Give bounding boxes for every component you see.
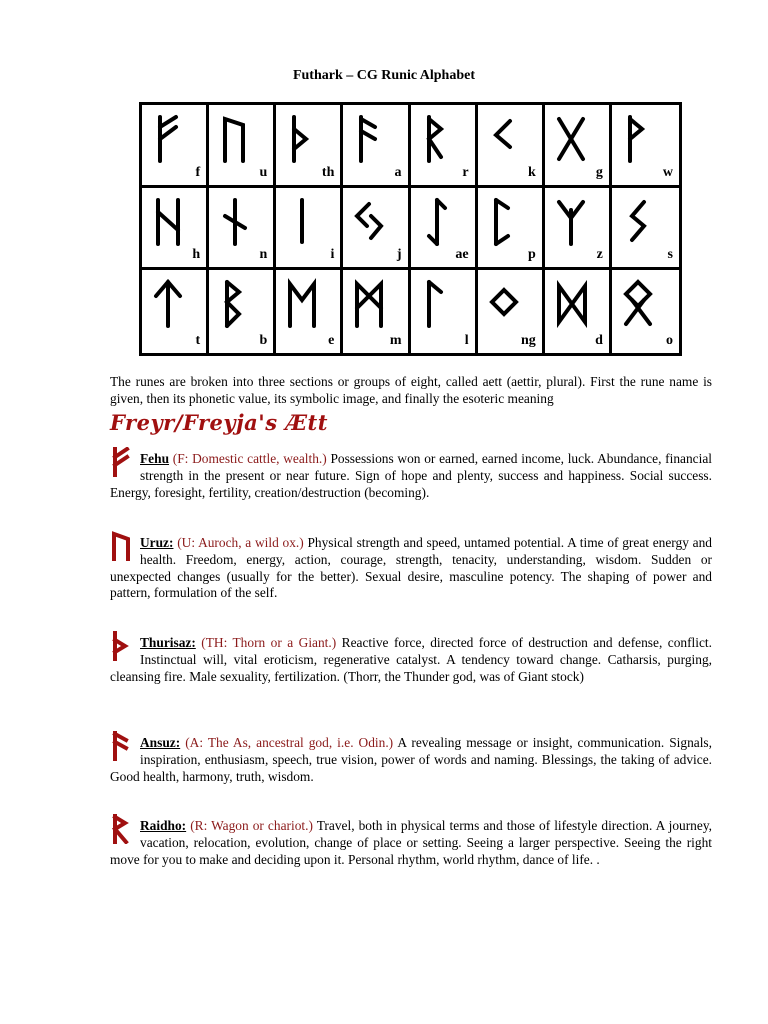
- rune-cell: [343, 105, 410, 188]
- rune-description: Physical strength and speed, untamed potential. A time of great energy and health. Freedom, energy, action, courage, strength, tenacity, understanding, wisdom. Sudden or unexpected changes (usually for the better). Sexual desire, masculine potency. The shaping of power and pattern, formulation of the self.: [110, 535, 712, 601]
- rune-entry: [110, 735, 712, 785]
- rune-letter: t: [195, 332, 201, 348]
- eihwaz-rune-icon: [421, 196, 455, 248]
- rune-letter: o: [666, 332, 673, 348]
- rune-table: [139, 102, 682, 356]
- ansuz-rune-icon: [353, 113, 387, 165]
- rune-letter: f: [195, 164, 201, 180]
- ingwaz-rune-icon: [488, 278, 522, 330]
- isa-rune-icon: [286, 196, 320, 248]
- rune-cell: [209, 270, 276, 353]
- naudhiz-rune-icon: [219, 196, 253, 248]
- rune-cell: [142, 188, 209, 271]
- rune-cell: [276, 188, 343, 271]
- kenaz-rune-icon: [488, 113, 522, 165]
- rune-meaning: (A: The As, ancestral god, i.e. Odin.): [185, 735, 394, 750]
- rune-letter: l: [464, 332, 469, 348]
- page-title: Futhark – CG Runic Alphabet: [292, 68, 476, 83]
- aett-heading: Freyr/Freyja's Ætt: [110, 410, 328, 435]
- raidho-rune-icon: [110, 814, 132, 844]
- berkano-rune-icon: [219, 278, 253, 330]
- raidho-rune-icon: [421, 113, 455, 165]
- rune-meaning: (R: Wagon or chariot.): [190, 818, 313, 833]
- rune-letter: b: [259, 332, 268, 348]
- rune-letter: n: [259, 247, 268, 263]
- rune-description: A revealing message or insight, communication. Signals, inspiration, enthusiasm, speech, true vision, power of words and naming. Blessings, the taking of advice. Good health, harmony, truth, wisdom.: [110, 735, 712, 784]
- rune-cell: [411, 188, 478, 271]
- mannaz-rune-icon: [353, 278, 387, 330]
- rune-description: Travel, both in physical terms and those of lifestyle direction. A journey, vacation, relocation, evolution, change of place or setting. Seeing a larger perspective. Seeing the right move for you to make and deciding upon it. Personal rhythm, world rhythm, dance of life. .: [110, 818, 712, 867]
- rune-meaning: (F: Domestic cattle, wealth.): [172, 451, 327, 466]
- rune-name: Ansuz:: [140, 735, 181, 750]
- rune-cell: [343, 188, 410, 271]
- perthro-rune-icon: [488, 196, 522, 248]
- thurisaz-rune-icon: [286, 113, 320, 165]
- rune-name: Uruz:: [140, 535, 174, 550]
- rune-letter: k: [527, 164, 536, 180]
- rune-cell: [478, 105, 545, 188]
- rune-cell: [209, 188, 276, 271]
- rune-letter: d: [595, 332, 603, 348]
- rune-cell: [276, 270, 343, 353]
- rune-letter: u: [259, 164, 268, 180]
- sowilo-rune-icon: [622, 196, 656, 248]
- rune-meaning: (TH: Thorn or a Giant.): [201, 635, 337, 650]
- rune-cell: [612, 188, 679, 271]
- rune-cell: [142, 105, 209, 188]
- gebo-rune-icon: [555, 113, 589, 165]
- rune-letter: a: [394, 164, 402, 180]
- rune-entry: [110, 451, 712, 501]
- rune-cell: [142, 270, 209, 353]
- rune-letter: e: [328, 332, 335, 348]
- rune-cell: [411, 105, 478, 188]
- rune-cell: [612, 270, 679, 353]
- rune-cell: [411, 270, 478, 353]
- dagaz-rune-icon: [555, 278, 589, 330]
- rune-cell: [612, 105, 679, 188]
- rune-letter: p: [527, 247, 536, 263]
- rune-meaning: (U: Auroch, a wild ox.): [177, 535, 304, 550]
- rune-letter: r: [462, 164, 469, 180]
- rune-letter: ng: [520, 332, 536, 348]
- algiz-rune-icon: [555, 196, 589, 248]
- intro-paragraph: The runes are broken into three sections or groups of eight, called aett (aettir, plural). First the rune name is given, then its phonetic value, its symbolic image, and finally the esoteric meaning: [110, 374, 712, 406]
- fehu-rune-icon: [110, 447, 132, 477]
- tiwaz-rune-icon: [152, 278, 186, 330]
- rune-description: Reactive force, directed force of destruction and defense, conflict. Instinctual will, vital eroticism, regenerative catalyst. A tendency toward change. Catharsis, purging, cleansing fire. Male sexuality, fertilization. (Thorr, the Thunder god, was of Giant stock): [110, 635, 712, 684]
- rune-letter: s: [667, 247, 673, 263]
- rune-letter: h: [192, 247, 201, 263]
- rune-cell: [478, 270, 545, 353]
- rune-cell: [545, 270, 612, 353]
- jera-rune-icon: [353, 196, 387, 248]
- rune-cell: [478, 188, 545, 271]
- othala-rune-icon: [622, 278, 656, 330]
- rune-name: Fehu: [140, 451, 170, 466]
- rune-cell: [343, 270, 410, 353]
- rune-name: Raidho:: [140, 818, 187, 833]
- rune-letter: m: [389, 332, 402, 348]
- uruz-rune-icon: [219, 113, 253, 165]
- thurisaz-rune-icon: [110, 631, 132, 661]
- wunjo-rune-icon: [622, 113, 656, 165]
- rune-letter: g: [595, 164, 603, 180]
- rune-entry: [110, 818, 712, 868]
- rune-letter: j: [396, 247, 402, 263]
- rune-description: Possessions won or earned, earned income, luck. Abundance, financial strength in the present or near future. Sign of hope and plenty, success and happiness. Social success. Energy, foresight, fertility, creation/destruction (becoming).: [110, 451, 712, 500]
- uruz-rune-icon: [110, 531, 132, 561]
- rune-cell: [545, 188, 612, 271]
- laguz-rune-icon: [421, 278, 455, 330]
- rune-letter: w: [662, 164, 673, 180]
- rune-cell: [209, 105, 276, 188]
- rune-letter: i: [330, 247, 335, 263]
- rune-letter: z: [596, 247, 603, 263]
- rune-entry: [110, 635, 712, 685]
- rune-letter: th: [321, 164, 335, 180]
- ansuz-rune-icon: [110, 731, 132, 761]
- rune-cell: [276, 105, 343, 188]
- rune-cell: [545, 105, 612, 188]
- rune-entry: [110, 535, 712, 602]
- rune-name: Thurisaz:: [140, 635, 196, 650]
- ehwaz-rune-icon: [286, 278, 320, 330]
- fehu-rune-icon: [152, 113, 186, 165]
- rune-letter: ae: [455, 247, 469, 263]
- hagalaz-rune-icon: [152, 196, 186, 248]
